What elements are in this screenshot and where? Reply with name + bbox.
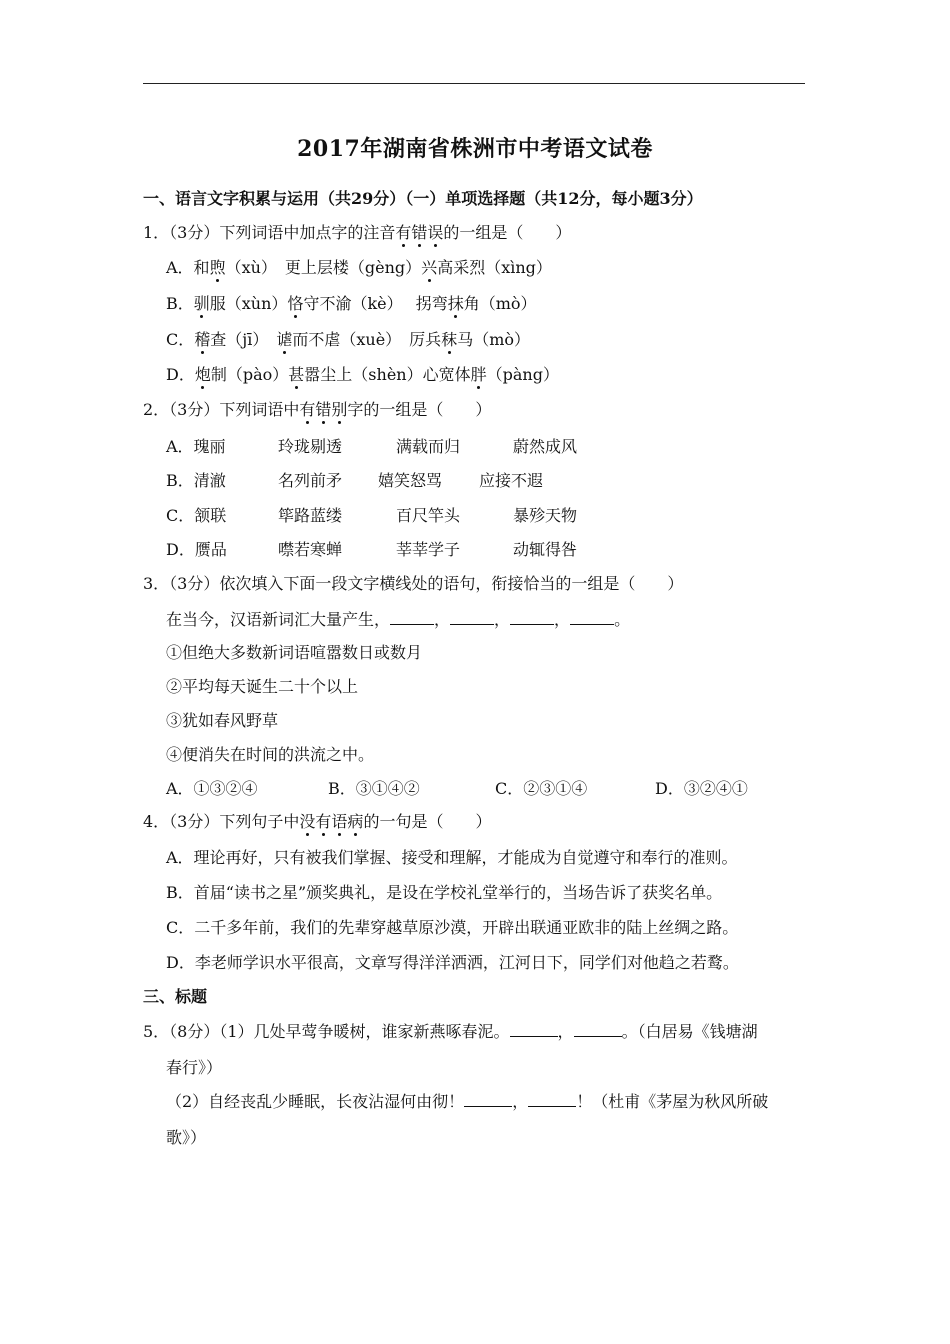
question-1-option-c: C．稽查（jī） 谑而不虐（xuè） 厉兵秣马（mò） (166, 330, 531, 349)
question-2-b-1: B．清澈 (166, 471, 226, 490)
question-3-option-a: A．①③②④ (166, 779, 258, 798)
question-2-a-3: 满载而归 (396, 437, 461, 456)
question-4-option-b: B．首届“读书之星”颁奖典礼，是设在学校礼堂举行的，当场告诉了获奖名单。 (166, 883, 723, 902)
question-3-item-1: ①但绝大多数新词语喧嚣数日或数月 (166, 643, 423, 662)
question-2-a-2: 玲珑剔透 (278, 437, 343, 456)
question-4-option-d: D．李老师学识水平很高，文章写得洋洋洒洒，江河日下，同学们对他趋之若鹜。 (166, 953, 739, 972)
question-2-c-1: C．颔联 (166, 506, 227, 525)
page-title: 2017年湖南省株洲市中考语文试卷 (297, 136, 653, 162)
question-1-stem: 1．（3分）下列词语中加点字的注音有错误的一组是（ ） (143, 223, 572, 242)
question-1-option-a: A．和煦（xù） 更上层楼（gèng）兴高采烈（xìng） (166, 258, 552, 277)
question-5-part-1: 5．（8分）（1）几处早莺争暖树，谁家新燕啄春泥。 ， 。（白居易《钱塘湖 (143, 1022, 758, 1041)
question-3-item-4: ④便消失在时间的洪流之中。 (166, 745, 375, 764)
question-2-d-3: 莘莘学子 (396, 540, 461, 559)
fill-blank (464, 1092, 512, 1107)
question-2-b-2: 名列前矛 (278, 471, 343, 490)
question-3-option-d: D．③②④① (655, 779, 748, 798)
question-5-part-1-cont: 春行》） (166, 1058, 223, 1077)
fill-blank (528, 1092, 576, 1107)
fill-blank (450, 610, 494, 625)
question-2-d-4: 动辄得咎 (513, 540, 578, 559)
question-2-c-2: 筚路蓝缕 (278, 506, 343, 525)
question-2-a-4: 蔚然成风 (513, 437, 578, 456)
question-3-option-c: C．②③①④ (495, 779, 588, 798)
fill-blank (510, 610, 554, 625)
header-rule (143, 83, 805, 84)
question-3-item-2: ②平均每天诞生二十个以上 (166, 677, 359, 696)
question-2-stem: 2．（3分）下列词语中有错别字的一组是（ ） (143, 400, 492, 419)
fill-blank (510, 1022, 558, 1037)
section-heading-1: 一、语言文字积累与运用（共29分）（一）单项选择题（共12分，每小题3分） (143, 189, 703, 208)
question-4-option-c: C．二千多年前，我们的先辈穿越草原沙漠，开辟出联通亚欧非的陆上丝绸之路。 (166, 918, 739, 937)
question-2-b-3: 嬉笑怒骂 (378, 471, 443, 490)
question-1-option-b: B．驯服（xùn）恪守不渝（kè） 拐弯抹角（mò） (166, 294, 537, 313)
question-2-a-1: A．瑰丽 (166, 437, 226, 456)
question-3-item-3: ③犹如春风野草 (166, 711, 279, 730)
fill-blank (390, 610, 434, 625)
question-3-stem: 3．（3分）依次填入下面一段文字横线处的语句，衔接恰当的一组是（ ） (143, 574, 684, 593)
question-2-d-1: D．赝品 (166, 540, 227, 559)
question-2-c-4: 暴殄天物 (513, 506, 578, 525)
question-2-d-2: 噤若寒蝉 (278, 540, 343, 559)
question-5-part-2-cont: 歌》） (166, 1128, 207, 1147)
question-4-option-a: A．理论再好，只有被我们掌握、接受和理解，才能成为自觉遵守和奉行的准则。 (166, 848, 738, 867)
question-4-stem: 4．（3分）下列句子中没有语病的一句是（ ） (143, 812, 492, 831)
question-3-option-b: B．③①④② (328, 779, 420, 798)
question-2-c-3: 百尺竿头 (396, 506, 461, 525)
fill-blank (570, 610, 614, 625)
section-heading-3: 三、标题 (143, 987, 208, 1006)
question-2-b-4: 应接不遐 (479, 471, 544, 490)
question-1-option-d: D．炮制（pào）甚嚣尘上（shèn）心宽体胖（pàng） (166, 365, 559, 384)
fill-blank (574, 1022, 622, 1037)
question-5-part-2: （2）自经丧乱少睡眠，长夜沾湿何由彻！ ， ！（杜甫《茅屋为秋风所破 (166, 1092, 769, 1111)
question-3-passage: 在当今，汉语新词汇大量产生， ， ， ， 。 (166, 610, 631, 629)
